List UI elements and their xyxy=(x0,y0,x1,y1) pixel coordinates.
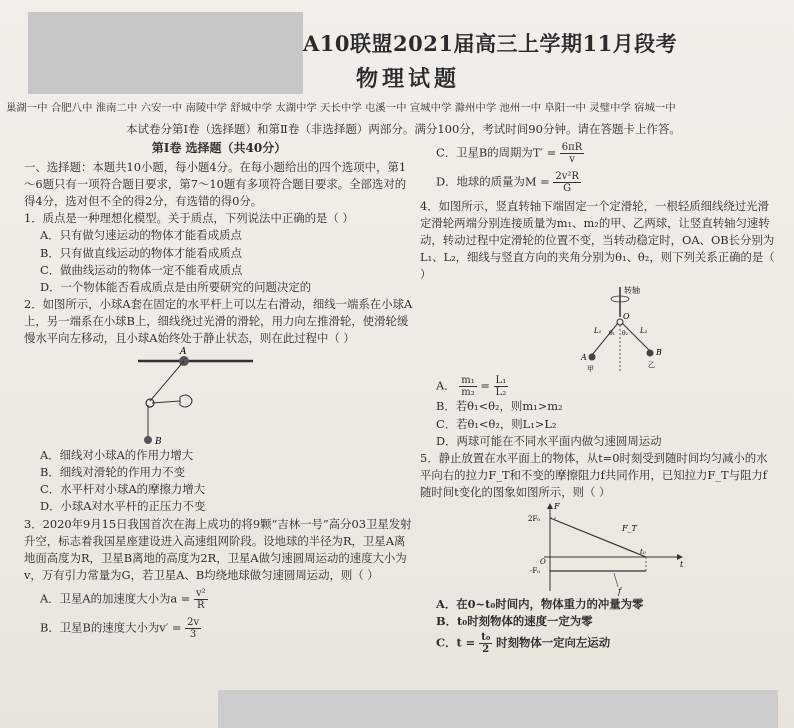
exam-notice: 本试卷分第Ⅰ卷（选择题）和第Ⅱ卷（非选择题）两部分。满分100分，考试时间90分钟。请在答题卡上作答。 xyxy=(126,122,681,136)
fraction-numerator: 2v xyxy=(187,616,200,628)
q2-option-d: D．小球A对水平杆的正压力不变 xyxy=(40,499,206,514)
q2-option-b: B．细线对滑轮的作用力不变 xyxy=(40,465,186,480)
q4-stem: 4．如图所示，竖直转轴下端固定一个定滑轮，一根轻质细线绕过光滑定滑轮两端分别连接质量为m₁、m₂的甲、乙两球，让竖直转轴匀速转动，转动过程中定滑轮的位置不变，当转动稳定时，OA、OB长分别为L₁、L₂，细线与竖直方向的夹角分别为θ₁、θ₂，则下列关系正确的是（ ） xyxy=(420,199,775,282)
fraction-numerator: 2v²R xyxy=(555,171,579,182)
label-a: A xyxy=(581,353,587,363)
q3-option-a-text: A．卫星A的加速度大小为a = xyxy=(40,591,191,606)
fraction-numerator: L₁ xyxy=(495,375,507,387)
label-ball-a: A xyxy=(180,347,187,358)
label-friction: f xyxy=(618,587,621,597)
label-b: B xyxy=(656,348,662,358)
label-o: O xyxy=(623,312,630,322)
label-2f0: 2F₀ xyxy=(528,515,541,524)
q3-option-b xyxy=(24,617,414,640)
q1-stem: 1．质点是一种理想化模型。关于质点，下列说法中正确的是（ ） xyxy=(24,211,354,226)
label-l1: L₁ xyxy=(594,327,602,336)
q1-option-c: C．做曲线运动的物体一定不能看成质点 xyxy=(40,262,243,277)
q4-option-d: D．两球可能在不同水平面内做匀速圆周运动 xyxy=(436,433,662,448)
q3-option-c-fraction xyxy=(560,142,584,165)
q3-option-d xyxy=(420,171,776,194)
redaction-block-bottom xyxy=(218,690,778,728)
label-theta1: θ₁ xyxy=(609,330,616,338)
push-rod xyxy=(152,401,180,403)
q4-option-a-equals: = xyxy=(480,378,490,393)
label-origin: O xyxy=(540,558,546,567)
ball-jia xyxy=(589,354,596,361)
string-a-pulley xyxy=(150,361,184,401)
label-jia: 甲 xyxy=(587,365,594,374)
q5-option-b: B．t₀时刻物体的速度一定为零 xyxy=(436,614,593,629)
fraction-numerator: v² xyxy=(195,587,206,599)
redaction-block-top xyxy=(28,12,303,94)
instructions: 一、选择题：本题共10小题，每小题4分。在每小题给出的四个选项中，第1～6题只有一项符合题目要求，第7～10题有多项符合题目要求。全部选对的得4分，选对但不全的得2分，有选错的得0分。 xyxy=(24,160,407,209)
label-yi: 乙 xyxy=(648,361,655,370)
q1-option-a: A．只有做匀速运动的物体才能看成质点 xyxy=(40,228,242,243)
subject-title: 物理试题 xyxy=(356,66,461,92)
q5-option-c xyxy=(420,632,776,655)
label-ft: F_T xyxy=(622,524,637,534)
exam-title: A10联盟2021届高三上学期11月段考 xyxy=(303,31,678,56)
fraction-denominator: 2 xyxy=(482,644,490,656)
f-axis-arrow-icon xyxy=(547,503,553,509)
q4-option-b: B．若θ₁<θ₂，则m₁>m₂ xyxy=(436,399,563,414)
fraction-numerator: m₁ xyxy=(461,375,475,387)
label-t-axis: t xyxy=(680,560,684,570)
q5-option-c-fraction xyxy=(479,632,492,655)
q5-option-a: A．在0~t₀时间内，物体重力的冲量为零 xyxy=(436,597,644,612)
q4-rotating-axis-diagram xyxy=(550,283,690,375)
q3-option-b-text: B．卫星B的速度大小为v′ = xyxy=(40,620,182,635)
q4-option-a-fraction-m xyxy=(459,375,477,398)
q2-option-c: C．水平杆对小球A的摩擦力增大 xyxy=(40,482,206,497)
q4-option-c: C．若θ₁<θ₂，则L₁>L₂ xyxy=(436,416,557,431)
hand-icon xyxy=(180,395,192,407)
q2-pulley-diagram xyxy=(128,347,258,447)
fixed-pulley xyxy=(617,319,623,325)
q3-option-b-fraction xyxy=(185,617,201,640)
label-axis: 转轴 xyxy=(624,286,640,296)
label-neg-f0: -F₀ xyxy=(530,567,541,576)
q4-option-a-fraction-l xyxy=(494,375,509,398)
fraction-denominator: m₂ xyxy=(461,387,475,399)
f-pointer xyxy=(614,573,618,587)
q4-option-a-text: A． xyxy=(436,378,456,393)
q3-option-c-text: C．卫星B的周期为T′ = xyxy=(436,145,557,160)
label-f-axis: F xyxy=(554,502,560,512)
q4-option-a xyxy=(420,375,776,398)
q3-option-d-text: D．地球的质量为M = xyxy=(436,174,550,189)
label-l2: L₂ xyxy=(640,327,648,336)
q2-stem: 2．如图所示，小球A套在固定的水平杆上可以左右滑动，细线一端系在小球A上，另一端系在小球B上，细线绕过光滑的滑轮，用力向左推滑轮，使滑轮缓慢水平向左移动，且小球A始终处于静止状态，则在此过程中（ ） xyxy=(24,296,413,346)
q5-stem: 5．静止放置在水平面上的物体，从t=0时刻受到随时间均匀减小的水平向右的拉力F_T和不变的摩擦阻力f共同作用，已知拉力F_T与阻力f随时间t变化的图象如图所示，则（ ） xyxy=(420,450,768,499)
fraction-numerator: t₀ xyxy=(481,632,491,644)
right-column xyxy=(420,140,776,655)
fraction-denominator: v xyxy=(569,154,575,165)
q1-option-d: D．一个物体能否看成质点是由所要研究的问题决定的 xyxy=(40,279,312,294)
q3-stem: 3．2020年9月15日我国首次在海上成功的将9颗“吉林一号”高分03卫星发射升空，标志着我国星座建设进入高速组网阶段。设地球的半径为R，卫星A离地面高度为R，卫星B离地的高度为2R，卫星A做匀速圆周运动的速度大小为v，万有引力常量为G，若卫星A、B均绕地球做匀速圆周运动，则（ ） xyxy=(24,516,412,582)
q2-option-a: A．细线对小球A的作用力增大 xyxy=(40,448,194,463)
section-title: 第Ⅰ卷 选择题（共40分） xyxy=(151,141,287,155)
label-theta2: θ₂ xyxy=(622,330,629,338)
q5-force-time-graph xyxy=(520,501,690,596)
q3-option-a-fraction xyxy=(194,588,208,611)
ball-b xyxy=(144,436,152,444)
ball-yi xyxy=(647,350,654,357)
school-list: 巢湖一中 合肥八中 淮南二中 六安一中 南陵中学 舒城中学 太湖中学 天长中学 屯溪一中 宣城中学 滁州中学 池州一中 阜阳一中 灵璧中学 宿城一中 xyxy=(6,102,676,114)
q5-option-c-suffix: 时刻物体一定向左运动 xyxy=(496,635,611,650)
fraction-numerator: 6πR xyxy=(561,142,583,153)
q3-option-d-fraction xyxy=(553,171,581,194)
label-t0: t₀ xyxy=(640,548,646,557)
left-column xyxy=(24,140,414,640)
q1-option-b: B．只有做直线运动的物体才能看成质点 xyxy=(40,245,243,260)
q3-option-c xyxy=(420,142,776,165)
fraction-denominator: G xyxy=(563,183,572,194)
label-ball-b: B xyxy=(155,437,162,448)
fraction-denominator: 3 xyxy=(189,628,197,640)
fraction-denominator: L₂ xyxy=(495,387,507,399)
q5-option-c-text: C．t = xyxy=(436,635,476,650)
fraction-denominator: R xyxy=(197,599,205,611)
q3-option-a xyxy=(24,588,414,611)
